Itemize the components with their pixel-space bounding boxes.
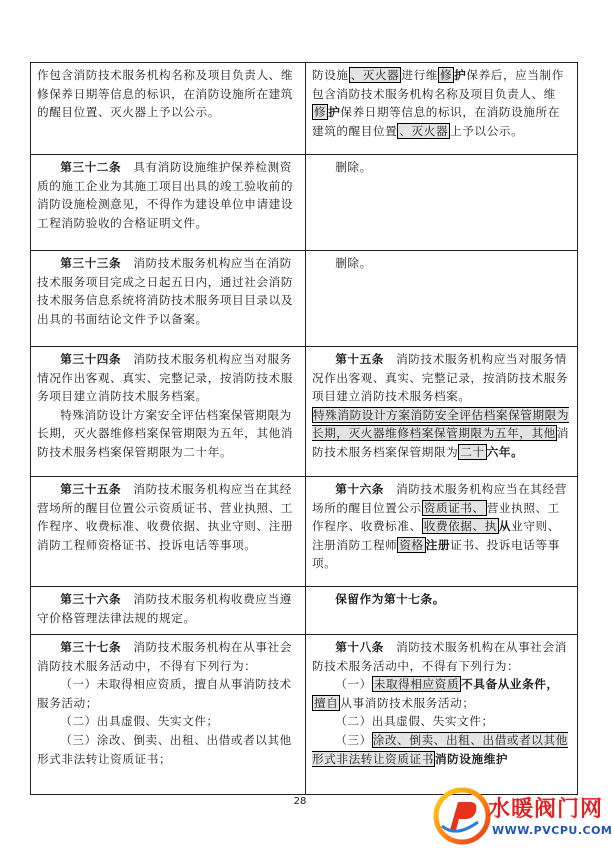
list-item: （二）出具虚假、失实文件； bbox=[335, 714, 494, 729]
text-span: 进行维 bbox=[401, 68, 438, 82]
deleted-text: 收费依据、执 bbox=[423, 519, 497, 534]
clause-text bbox=[312, 66, 571, 140]
deleted-text: 擅自 bbox=[314, 695, 339, 710]
article-number: 第十五条 bbox=[335, 352, 384, 366]
clause-text bbox=[312, 480, 571, 573]
clause-text bbox=[312, 638, 571, 675]
deleted-text: 资质证书、 bbox=[423, 500, 485, 515]
table-row bbox=[31, 251, 578, 347]
inserted-text: 六年。 bbox=[486, 444, 524, 459]
text-span: 消防技术服务机构收费应当遵守价格管理法律法规的规定。 bbox=[37, 592, 292, 625]
table-row bbox=[31, 477, 578, 587]
text-span: 防设施 bbox=[312, 68, 349, 82]
text-span: 消防技术服务机构应当在其经营场所的醒目位置公示 bbox=[312, 482, 567, 515]
clause-text bbox=[37, 350, 299, 406]
table-row bbox=[31, 635, 578, 795]
inserted-text: 注册 bbox=[425, 537, 451, 552]
revised-clause bbox=[306, 155, 578, 251]
clause-text bbox=[312, 406, 571, 462]
clause-text bbox=[37, 480, 299, 554]
table-row bbox=[31, 587, 578, 635]
inserted-text: 消防设施维护 bbox=[434, 751, 509, 766]
article-number: 第三十七条 bbox=[60, 640, 122, 654]
table-row bbox=[31, 347, 578, 477]
original-clause bbox=[31, 635, 306, 795]
text-span: 证书、投诉电话等事项。 bbox=[312, 537, 560, 571]
clause-text: 删除。 bbox=[335, 256, 372, 270]
clause-text: 作包含消防技术服务机构名称及项目负责人、维修保养日期等信息的标识，在消防设施所在建筑的醒目位置、灭火器上予以公示。 bbox=[37, 68, 294, 120]
deleted-text: 、灭火器 bbox=[399, 123, 449, 138]
comparison-table bbox=[30, 62, 578, 795]
article-number: 第三十五条 bbox=[60, 482, 122, 496]
list-item bbox=[312, 675, 571, 712]
status-text: 保留作为第十七条。 bbox=[335, 592, 445, 606]
clause-text bbox=[312, 350, 571, 406]
deleted-text: 修 bbox=[439, 68, 453, 82]
inserted-text: 护 bbox=[328, 105, 341, 120]
deleted-text: 特殊消防设计方案消防安全评估档案保管期限为长期，灭火器维修档案保管期限为五年，其他 bbox=[312, 407, 570, 441]
watermark-title: 水暖阀门网 bbox=[488, 797, 604, 822]
article-number: 第三十六条 bbox=[60, 592, 122, 606]
deleted-text: 、灭火器 bbox=[350, 68, 400, 82]
deleted-text: 涂改、倒卖、出租、出借或者以其他形式非法转让资质证书 bbox=[312, 732, 568, 766]
clause-text bbox=[37, 254, 299, 328]
inserted-text: ， bbox=[546, 677, 559, 692]
list-item bbox=[312, 731, 571, 768]
text-span: 消防技术服务机构应当在消防技术服务项目完成之日起五日内，通过社会消防技术服务信息系统将消防技术服务项目目录以及出具的书面结论文件予以备案。 bbox=[37, 256, 294, 326]
article-number: 第三十四条 bbox=[60, 352, 122, 366]
text-span: 上予以公示。 bbox=[450, 123, 524, 138]
revised-clause bbox=[306, 63, 578, 155]
text-span: （一） bbox=[335, 677, 372, 692]
revised-clause bbox=[306, 587, 578, 635]
list-item: （二）出具虚假、失实文件； bbox=[60, 714, 219, 729]
original-clause bbox=[31, 63, 306, 155]
text-span: 消防技术服务机构在从事社会消防技术服务活动中，不得有下列行为： bbox=[37, 640, 292, 673]
text-span: 保养日期等信息的标识，在消防设施所在建筑的醒目位置 bbox=[312, 105, 560, 138]
deleted-text: 修 bbox=[314, 105, 327, 120]
article-number: 第三十三条 bbox=[60, 256, 122, 270]
revised-clause bbox=[306, 251, 578, 347]
original-clause bbox=[31, 155, 306, 251]
text-span: 消防技术服务机构应当对服务情况作出客观、真实、完整记录，按消防技术服务项目建立消防技术服务档案。 bbox=[37, 352, 294, 404]
text-span: 营业执照、工作程序、收费标准、 bbox=[312, 500, 560, 534]
deleted-text: 二十 bbox=[460, 444, 485, 459]
inserted-text: 从 bbox=[498, 519, 512, 534]
text-span: 保养后，应当制作包含消防技术服务机构名称及项目负责人、维 bbox=[312, 68, 564, 101]
clause-text bbox=[37, 590, 299, 627]
text-span: 消防技术服务机构在从事社会消防技术服务活动中，不得有下列行为： bbox=[312, 640, 567, 673]
table-row bbox=[31, 63, 578, 155]
watermark-logo-icon bbox=[432, 786, 490, 844]
text-span: 具有消防设施维护保养检测资质的施工企业为其施工项目出具的竣工验收前的消防设施检测意见，不得作为建设单位申请建设工程消防验收的合格证明文件。 bbox=[37, 160, 294, 230]
watermark-url: WWW.PVCPU.COM bbox=[492, 824, 612, 837]
deleted-text: 未取得相应资质 bbox=[373, 677, 460, 692]
clause-text bbox=[37, 638, 299, 675]
inserted-text: 不具备从业条件 bbox=[461, 677, 547, 692]
text-span: 从事消防技术服务活动； bbox=[340, 695, 475, 710]
original-clause bbox=[31, 251, 306, 347]
inserted-text: 护 bbox=[454, 68, 467, 82]
article-number: 第十六条 bbox=[335, 482, 384, 496]
watermark bbox=[392, 786, 612, 848]
clause-text: 特殊消防设计方案安全评估档案保管期限为长期，灭火器维修档案保管期限为五年，其他消防技术服务档案保管期限为二十年。 bbox=[37, 407, 294, 459]
revised-clause bbox=[306, 347, 578, 477]
article-number: 第十八条 bbox=[335, 640, 384, 654]
text-span: （三） bbox=[335, 732, 372, 747]
revised-clause bbox=[306, 477, 578, 587]
original-clause bbox=[31, 477, 306, 587]
list-item: （一）未取得相应资质，擅自从事消防技术服务活动； bbox=[37, 677, 292, 710]
clause-text bbox=[312, 590, 571, 609]
text-span: 消防技术服务机构应当在其经营场所的醒目位置公示资质证书、营业执照、工作程序、收费标准、收费依据、执业守则、注册消防工程师资格证书、投诉电话等事项。 bbox=[37, 482, 294, 552]
revised-clause bbox=[306, 635, 578, 795]
clause-text: 删除。 bbox=[335, 160, 372, 174]
text-span: 消防技术服务机构应当对服务情况作出客观、真实、完整记录，按消防技术服务项目建立消防技术服务档案。 bbox=[312, 352, 569, 404]
original-clause bbox=[31, 587, 306, 635]
text-span: 业守则、注册消防工程师 bbox=[312, 519, 560, 552]
clause-text bbox=[37, 158, 299, 232]
text-span: 消防技术服务档案保管期限为 bbox=[312, 426, 570, 459]
table-row bbox=[31, 155, 578, 251]
list-item: （三）涂改、倒卖、出租、出借或者以其他形式非法转让资质证书； bbox=[37, 732, 292, 766]
original-clause bbox=[31, 347, 306, 477]
page-number: 28 bbox=[293, 796, 307, 807]
article-number: 第三十二条 bbox=[60, 160, 122, 174]
deleted-text: 资格 bbox=[399, 537, 424, 552]
